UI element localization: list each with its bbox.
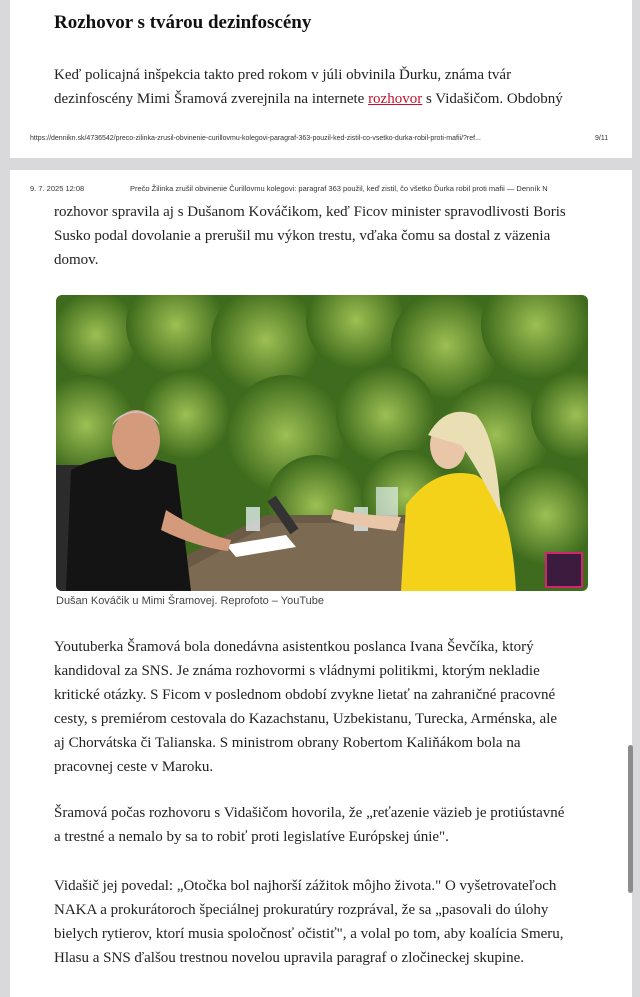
interview-photo: [56, 295, 588, 591]
print-footer-url: https://dennikn.sk/4736542/preco-zilinka-zrusil-obvinenie-curillovmu-kolegovi-paragraf-363-pouzil-ked-zistil-co-vsetko-durka-robil-proti-mafii/?ref...: [30, 135, 481, 142]
paragraph-sramova-bio: [54, 635, 599, 779]
paragraph-line: rozhovor spravila aj s Dušanom Kováčikom, keď Ficov minister spravodlivosti Boris: [54, 204, 566, 220]
paragraph-intro: [54, 63, 594, 111]
photo-caption: Dušan Kováčik u Mimi Šramovej. Reprofoto – YouTube: [56, 595, 325, 607]
paragraph-line: NAKA a prokurátoroch špeciálnej prokuratúry rozprával, že sa „pasovali do úlohy: [54, 902, 549, 918]
scrollbar-thumb[interactable]: [628, 745, 633, 893]
paragraph-line: kandidoval za SNS. Je známa rozhovormi s vládnymi politikmi, ktorým nekladie: [54, 663, 540, 679]
paragraph-line: Vidašič jej povedal: „Otočka bol najhorší zážitok môjho života." O vyšetrovateľoch: [54, 878, 557, 894]
paragraph-line: domov.: [54, 252, 99, 268]
page-1: [10, 0, 632, 158]
paragraph-vidasic: [54, 874, 599, 970]
paragraph-line: pracovnej ceste v Maroku.: [54, 759, 214, 775]
interview-link[interactable]: rozhovor: [368, 91, 423, 107]
paragraph-line: Keď policajná inšpekcia takto pred rokom v júli obvinila Ďurku, známa tvár: [54, 67, 512, 83]
paragraph-line: a trestné a nemalo by sa to robiť proti legislatíve Európskej únie".: [54, 829, 449, 845]
paragraph-line: Youtuberka Šramová bola donedávna asistentkou poslanca Ivana Ševčíka, ktorý: [54, 639, 534, 655]
paragraph-line: dezinfoscény Mimi Šramová zverejnila na internete: [54, 91, 369, 107]
paragraph-line: aj Chorvátska či Talianska. S ministrom obrany Robertom Kaliňákom bola na: [54, 735, 521, 751]
paragraph-line: Susko podal dovolanie a prerušil mu výkon trestu, vďaka čomu sa dostal z väzenia: [54, 228, 551, 244]
print-footer-page-number: 9/11: [595, 135, 609, 142]
print-header-title: Prečo Žilinka zrušil obvinenie Čurillovmu kolegovi: paragraf 363 použil, keď zistil, čo všetko Ďurka robil proti mafii — Denník N: [130, 184, 548, 193]
paragraph-line: bielych rytierov, ktorí musia spoločnosť očistiť", a volal po tom, aby koalícia Smeru,: [54, 926, 564, 942]
paragraph-continued: [54, 200, 599, 272]
paragraph-line: s Vidašičom. Obdobný: [422, 91, 563, 107]
paragraph-line: cesty, s premiérom cestovala do Kazachstanu, Uzbekistanu, Turecka, Arménska, ale: [54, 711, 558, 727]
page-2: [10, 170, 632, 997]
paragraph-line: kritické otázky. S Ficom v poslednom období zvykne lietať na zahraničné pracovné: [54, 687, 556, 703]
paragraph-quote: [54, 801, 599, 849]
section-heading: Rozhovor s tvárou dezinfoscény: [54, 12, 312, 33]
print-header-date: 9. 7. 2025 12:08: [30, 184, 85, 193]
paragraph-line: Šramová počas rozhovoru s Vidašičom hovorila, že „reťazenie väzieb je protiústavné: [54, 805, 565, 821]
paragraph-line: Hlasu a SNS ďalšou trestnou novelou upravila paragraf o zločineckej skupine.: [54, 950, 524, 966]
